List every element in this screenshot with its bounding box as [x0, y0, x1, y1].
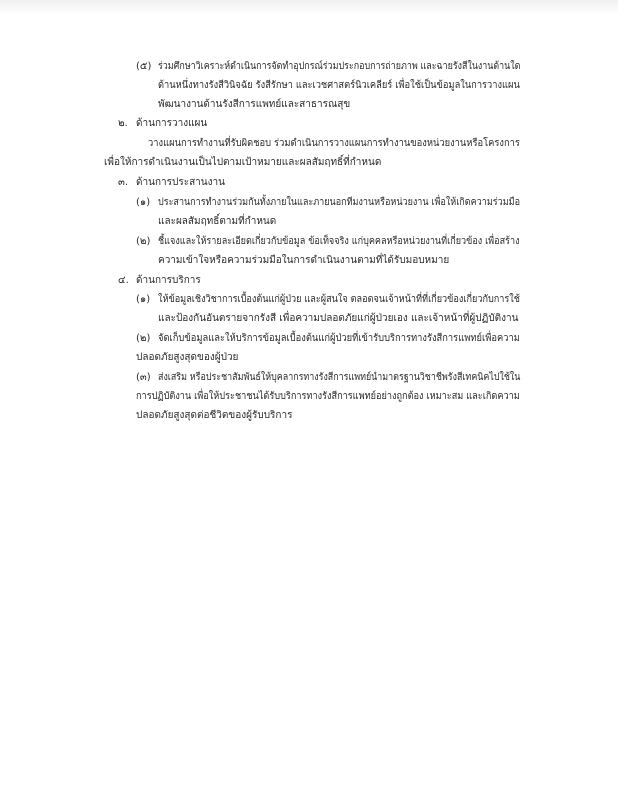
- item-5-line-2: ด้านหนึ่งทางรังสีวินิจฉัย รังสีรักษา และเวชศาสตร์นิวเคลียร์ เพื่อใช้เป็นข้อมูลในการวางแผน: [158, 80, 520, 91]
- section-4-item-2-number: (๒): [136, 333, 151, 344]
- section-4-item-1-number: (๑): [136, 294, 151, 305]
- section-4-item-3-line-2: การปฏิบัติงาน เพื่อให้ประชาชนได้รับบริการทางรังสีการแพทย์อย่างถูกต้อง เหมาะสม และเกิดความ: [136, 391, 520, 402]
- item-5-line-1: ร่วมศึกษาวิเคราะห์ดำเนินการจัดทำอุปกรณ์ร่วมประกอบการถ่ายภาพ และฉายรังสีในงานด้านใด: [158, 61, 521, 72]
- section-4-item-3-number: (๓): [136, 372, 151, 383]
- section-4-heading: ด้านการบริการ: [136, 275, 201, 286]
- section-3-item-2-number: (๒): [136, 236, 151, 247]
- section-2-line-2: เพื่อให้การดำเนินงานเป็นไปตามเป้าหมายและผลสัมฤทธิ์ที่กำหนด: [104, 157, 382, 168]
- section-4-number: ๔.: [118, 275, 129, 286]
- section-2-line-1: วางแผนการทำงานที่รับผิดชอบ ร่วมดำเนินการวางแผนการทำงานของหน่วยงานหรือโครงการ: [148, 138, 520, 149]
- section-4-item-1-line-1: ให้ข้อมูลเชิงวิชาการเบื้องต้นแก่ผู้ป่วย และผู้สนใจ ตลอดจนเจ้าหน้าที่ที่เกี่ยวข้องเกี่ยวกับการใช้: [158, 294, 520, 305]
- section-3-item-2-line-1: ชี้แจงและให้รายละเอียดเกี่ยวกับข้อมูล ข้อเท็จจริง แก่บุคคลหรือหน่วยงานที่เกี่ยวข้อง เพื่อสร้าง: [158, 236, 520, 247]
- section-3-item-2-line-2: ความเข้าใจหรือความร่วมมือในการดำเนินงานตามที่ได้รับมอบหมาย: [158, 255, 450, 266]
- section-3-heading: ด้านการประสานงาน: [136, 177, 225, 188]
- section-3-item-1-line-1: ประสานการทำงานร่วมกันทั้งภายในและภายนอกทีมงานหรือหน่วยงาน เพื่อให้เกิดความร่วมมือ: [158, 197, 521, 208]
- scan-shadow: [0, 0, 618, 14]
- section-4-item-1-line-2: และป้องกันอันตรายจากรังสี เพื่อความปลอดภัยแก่ผู้ป่วยเอง และเจ้าหน้าที่ผู้ปฏิบัติงาน: [158, 313, 519, 324]
- section-4-item-2-line-1: จัดเก็บข้อมูลและให้บริการข้อมูลเบื้องต้นแก่ผู้ป่วยที่เข้ารับบริการทางรังสีการแพทย์เพื่อความ: [158, 333, 520, 344]
- section-4-item-3-line-3: ปลอดภัยสูงสุดต่อชีวิตของผู้รับบริการ: [136, 410, 293, 421]
- section-3-number: ๓.: [118, 177, 129, 188]
- item-5-number: (๕): [136, 61, 152, 72]
- section-3-item-1-number: (๑): [136, 197, 151, 208]
- section-3-item-1-line-2: และผลสัมฤทธิ์ตามที่กำหนด: [158, 216, 277, 227]
- section-2-number: ๒.: [118, 118, 128, 129]
- item-5-line-3: พัฒนางานด้านรังสีการแพทย์และสาธารณสุข: [158, 99, 351, 110]
- section-2-heading: ด้านการวางแผน: [136, 118, 208, 129]
- section-4-item-3-line-1: ส่งเสริม หรือประชาสัมพันธ์ให้บุคลากรทางรังสีการแพทย์นำมาตรฐานวิชาชีพรังสีเทคนิคไปใช้ใน: [158, 372, 521, 383]
- section-4-item-2-line-2: ปลอดภัยสูงสุดของผู้ป่วย: [136, 352, 239, 363]
